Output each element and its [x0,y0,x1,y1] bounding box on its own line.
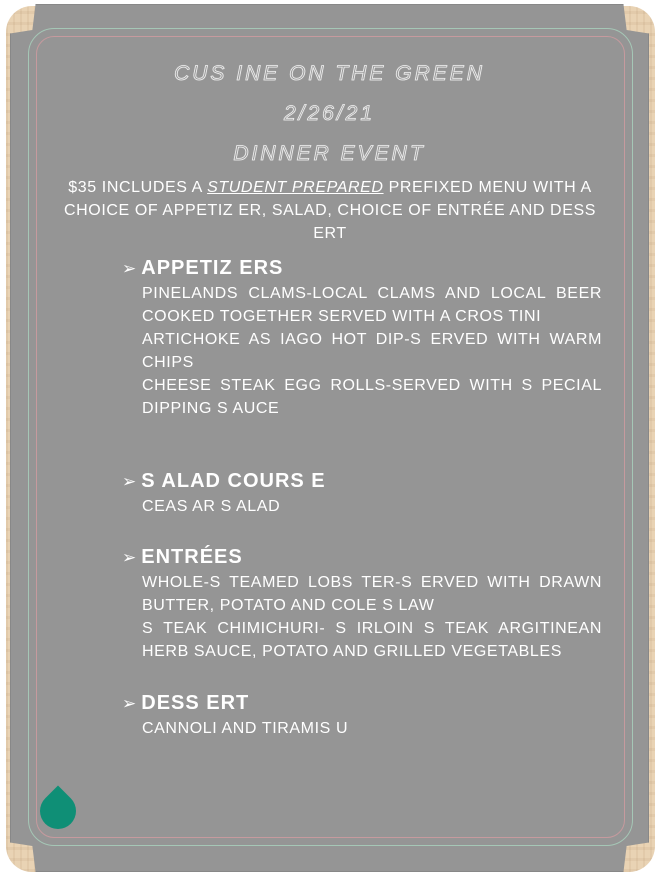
arrow-bullet-icon: ➢ [122,694,138,713]
section-title [122,468,602,495]
header-title: CUS INE ON THE GREEN [174,62,485,85]
intro-text [58,176,602,245]
section-title [122,690,602,717]
menu-item: PINELANDS CLAMS-LOCAL CLAMS AND LOCAL BEER COOKED TOGETHER SERVED WITH A CROS TINI [142,285,602,325]
section-entrees [122,544,602,663]
section-title [122,255,602,282]
menu-item: CHEESE STEAK EGG ROLLS-SERVED WITH S PECIAL DIPPING S AUCE [142,377,602,417]
menu-item: CANNOLI AND TIRAMIS U [142,720,349,737]
section-dessert [122,690,602,740]
section-title-text: S ALAD COURS E [141,470,326,492]
intro-part1: $35 INCLUDES A [68,179,208,196]
menu-item: ARTICHOKE AS IAGO HOT DIP-S ERVED WITH WARM CHIPS [142,331,602,371]
intro-emphasis: STUDENT PREPARED [207,179,384,196]
intro-part2: PREFIXED MENU WITH A CHOICE OF APPETIZ ER, SALAD, CHOICE OF ENTRÉE AND DESS ERT [63,179,597,242]
section-title [122,544,602,571]
arrow-bullet-icon: ➢ [122,548,138,567]
menu-item: S TEAK CHIMICHURI- S IRLOIN S TEAK ARGITINEAN HERB SAUCE, POTATO AND GRILLED VEGETABLES [142,620,602,660]
section-title-text: ENTRÉES [141,546,243,568]
header-event: DINNER EVENT [233,142,426,165]
section-title-text: APPETIZ ERS [141,257,284,279]
section-appetizers [122,255,602,420]
arrow-bullet-icon: ➢ [122,472,138,491]
header-date: 2/26/21 [283,102,376,125]
section-salad [122,468,602,518]
menu-item: WHOLE-S TEAMED LOBS TER-S ERVED WITH DRAWN BUTTER, POTATO AND COLE S LAW [142,574,602,614]
arrow-bullet-icon: ➢ [122,259,138,278]
section-title-text: DESS ERT [141,692,250,714]
menu-item: CEAS AR S ALAD [142,498,281,515]
